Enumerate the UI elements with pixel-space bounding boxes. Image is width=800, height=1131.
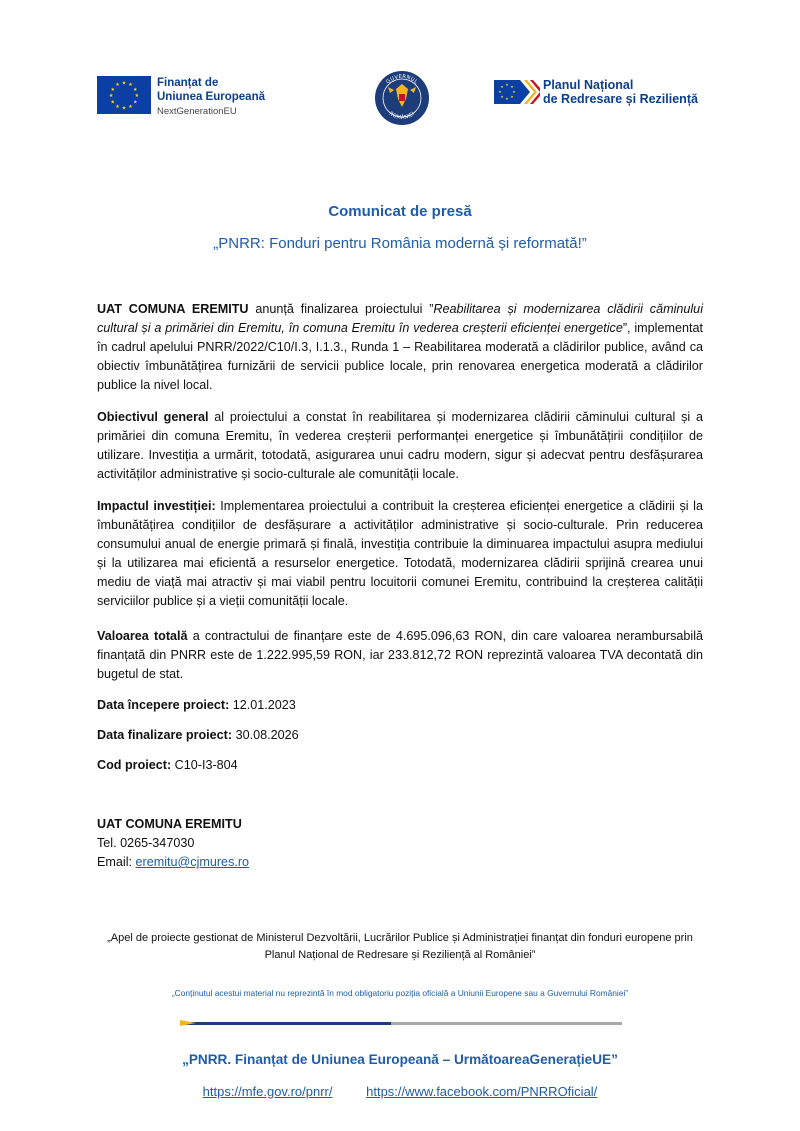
- eu-logo-line3: NextGenerationEU: [157, 106, 237, 117]
- footer-divider-dark: [180, 1022, 391, 1025]
- contact-phone: Tel. 0265-347030: [97, 836, 195, 850]
- impact-bold: Impactul investiției:: [97, 499, 216, 513]
- paragraph-intro: [97, 300, 703, 395]
- footer-slogan: „PNRR. Finanțat de Uniunea Europeană – UrmătoareaGenerațieUE”: [182, 1052, 618, 1067]
- svg-text:★: ★: [108, 93, 114, 100]
- svg-text:★: ★: [132, 99, 138, 106]
- svg-text:GUVERNUL: GUVERNUL: [385, 73, 419, 86]
- start-date-value: 12.01.2023: [229, 698, 296, 712]
- svg-text:★: ★: [500, 85, 504, 89]
- svg-text:★: ★: [510, 95, 514, 99]
- start-date: [97, 696, 703, 715]
- footer-disclaimer: „Conținutul acestui material nu reprezintă în mod obligatoriu poziția oficială a Uniunii Europene sau a Guvernului României”: [171, 988, 629, 998]
- footer-divider-arrow-icon: [180, 1020, 196, 1026]
- romanian-government-seal-icon: [374, 70, 430, 126]
- project-title: Reabilitarea și modernizarea clădirii căminului cultural și a primăriei din Eremitu, în comuna Eremitu în vederea creșterii eficienței energetice: [97, 302, 703, 335]
- intro-text-2: ”, implementat în cadrul apelului PNRR/2022/C10/I.3, I.1.3., Runda 1 – Reabilitarea moderată a clădirilor publice, având ca obiectiv îmbunătățirea furnizării de servicii publice locale, prin renovarea energetica moderată a clădirilor publice la nivel local.: [97, 321, 703, 392]
- contact-email-link[interactable]: eremitu@cjmures.ro: [135, 855, 250, 869]
- facebook-link[interactable]: https://www.facebook.com/PNRROficial/: [366, 1084, 598, 1099]
- contact-email-label: Email:: [97, 855, 136, 869]
- pnrr-logo: [494, 78, 698, 108]
- eu-logo-line1: Finanțat de: [157, 77, 219, 89]
- svg-text:★: ★: [505, 97, 509, 101]
- svg-text:★: ★: [510, 85, 514, 89]
- svg-text:★: ★: [121, 105, 127, 112]
- contact-block: [97, 815, 703, 872]
- eu-logo-line2: Uniunea Europeană: [157, 91, 265, 103]
- paragraph-objective: [97, 408, 703, 484]
- eu-funding-logo: [97, 76, 265, 119]
- svg-text:★: ★: [115, 104, 120, 110]
- contact-name: UAT COMUNA EREMITU: [97, 817, 242, 831]
- svg-text:★: ★: [498, 90, 502, 94]
- svg-text:★: ★: [110, 86, 116, 93]
- svg-text:ROMÂNIEI: ROMÂNIEI: [387, 110, 417, 122]
- project-code-label: Cod proiect:: [97, 758, 172, 772]
- value-text: a contractului de finanțare este de 4.695.096,63 RON, din care valoarea nerambursabilă finanțată din PNRR este de 1.222.995,59 RON, iar 233.812,72 RON reprezintă valoarea TVA decontată din bugetul de stat.: [97, 629, 703, 681]
- svg-text:★: ★: [505, 83, 509, 87]
- start-date-label: Data începere proiect:: [97, 698, 230, 712]
- end-date-value: 30.08.2026: [232, 728, 299, 742]
- intro-bold: UAT COMUNA EREMITU: [97, 302, 249, 316]
- page-title: Comunicat de presă: [328, 203, 472, 220]
- mfe-link[interactable]: https://mfe.gov.ro/pnrr/: [202, 1084, 333, 1099]
- page-subtitle: „PNRR: Fonduri pentru România modernă și reformată!”: [213, 235, 587, 252]
- pnrr-logo-line2: de Redresare și Reziliență: [543, 92, 698, 106]
- objective-text: al proiectului a constat în reabilitarea și modernizarea clădirii căminului cultural și a primăriei din comuna Eremitu, în vederea creșterii performanței energetice și îmbunătățirii condițiilor de utilizare. Investiția a urmărit, totodată, asigurarea unui cadru modern, sigur și adecvat pentru desfășurarea activităților administrative și socio-culturale ale comunității locale.: [97, 410, 703, 481]
- svg-text:★: ★: [500, 95, 504, 99]
- end-date-label: Data finalizare proiect:: [97, 728, 233, 742]
- end-date: [97, 726, 703, 745]
- value-bold: Valoarea totală: [97, 629, 188, 643]
- svg-text:★: ★: [512, 90, 516, 94]
- eu-flag-icon: [97, 76, 151, 114]
- pnrr-logo-line1: Planul Național: [543, 78, 634, 92]
- project-code: [97, 756, 703, 775]
- project-code-value: C10-I3-804: [171, 758, 238, 772]
- svg-text:★: ★: [132, 86, 138, 93]
- paragraph-value: [97, 627, 703, 684]
- paragraph-impact: [97, 497, 703, 611]
- footer-funding-note: „Apel de proiecte gestionat de Ministerul Dezvoltării, Lucrărilor Publice și Administrației finanțat din fonduri europene prin Planul Național de Redresare și Reziliență al României”: [107, 932, 693, 961]
- objective-bold: Obiectivul general: [97, 410, 209, 424]
- svg-text:★: ★: [128, 82, 133, 89]
- pnrr-arrow-icon: [494, 78, 540, 108]
- svg-text:★: ★: [128, 104, 133, 110]
- footer-divider-grey: [391, 1022, 622, 1025]
- svg-text:★: ★: [134, 93, 140, 100]
- intro-text-1: anunță finalizarea proiectului ”: [248, 302, 434, 316]
- svg-text:★: ★: [110, 99, 116, 106]
- svg-text:★: ★: [121, 80, 127, 87]
- footer-links: [0, 1084, 800, 1099]
- svg-text:★: ★: [115, 82, 120, 89]
- impact-text: Implementarea proiectului a contribuit la creșterea eficienței energetice a clădirii și la îmbunătățirea condițiilor de desfășurare a activităților administrative și socio-culturale. Prin reducerea consumului anual de energie primară și finală, investiția contribuie la diminuarea impactului asupra mediului și la utilizarea mai eficientă a resurselor energetice. Totodată, modernizarea clădirii sprijină crearea unui mediu de viață mai atractiv și mai viabil pentru locuitorii comunei Eremitu, contribuind la creșterea calității serviciilor publice și a vieții comunității locale.: [97, 499, 703, 608]
